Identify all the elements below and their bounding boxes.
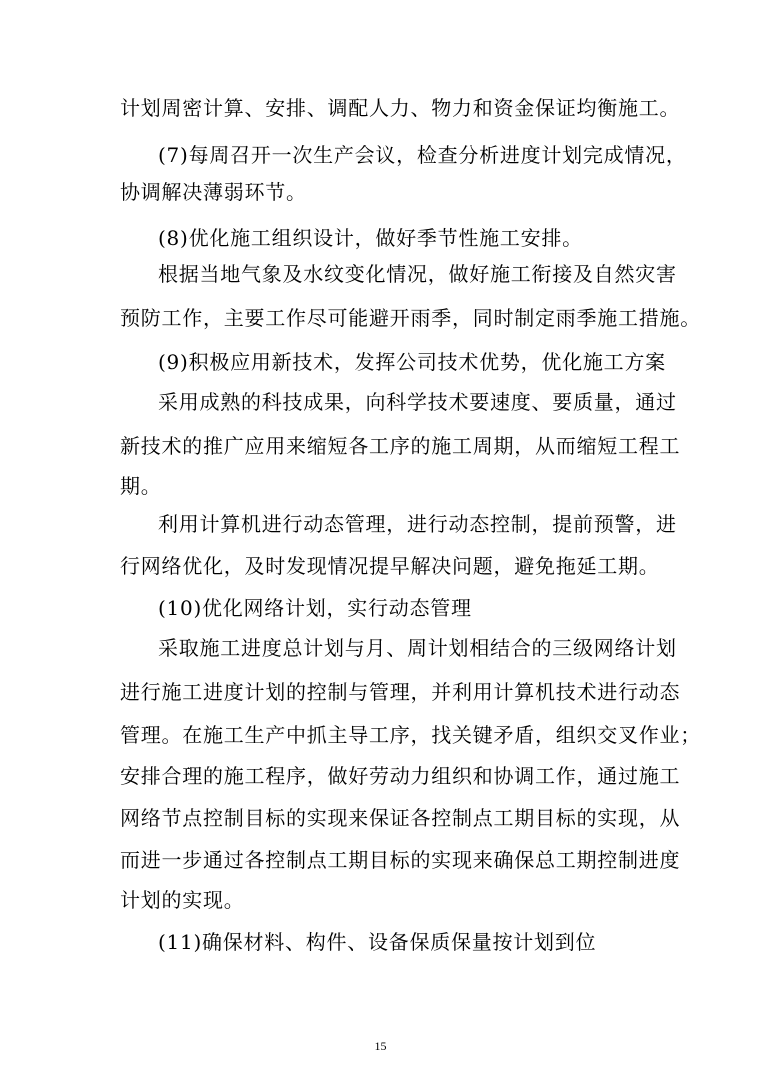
text-line: 网络节点控制目标的实现来保证各控制点工期目标的实现，从 [120,806,681,830]
text-line: 利用计算机进行动态管理，进行动态控制，提前预警，进 [158,512,677,536]
page-number: 15 [374,1039,387,1053]
text-line: 进行施工进度计划的控制与管理，并利用计算机技术进行动态 [120,680,681,704]
text-line: 管理。在施工生产中抓主导工序，找关键矛盾，组织交叉作业； [120,723,701,747]
text-line: 新技术的推广应用来缩短各工序的施工周期，从而缩短工程工 [120,434,681,458]
text-line: 采取施工进度总计划与月、周计划相结合的三级网络计划 [158,636,677,660]
text-line: 预防工作，主要工作尽可能避开雨季，同时制定雨季施工措施。 [120,306,701,330]
text-line: 期。 [120,474,162,498]
section-heading-8: (8)优化施工组织设计，做好季节性施工安排。 [158,226,583,250]
text-line: 采用成熟的科技成果，向科学技术要速度、要质量，通过 [158,390,677,414]
section-heading-7: (7)每周召开一次生产会议，检查分析进度计划完成情况， [158,143,687,167]
text-line: 而进一步通过各控制点工期目标的实现来确保总工期控制进度 [120,848,681,872]
text-line: 计划周密计算、安排、调配人力、物力和资金保证均衡施工。 [120,96,681,120]
text-line: 协调解决薄弱环节。 [120,180,307,204]
text-line: 计划的实现。 [120,888,245,912]
section-heading-9: (9)积极应用新技术，发挥公司技术优势，优化施工方案 [158,350,666,374]
section-heading-10: (10)优化网络计划，实行动态管理 [158,596,472,620]
text-line: 安排合理的施工程序，做好劳动力组织和协调工作，通过施工 [120,764,681,788]
text-line: 行网络优化，及时发现情况提早解决问题，避免拖延工期。 [120,554,660,578]
text-line: 根据当地气象及水纹变化情况，做好施工衔接及自然灾害 [158,262,677,286]
section-heading-11: (11)确保材料、构件、设备保质保量按计划到位 [158,930,597,954]
